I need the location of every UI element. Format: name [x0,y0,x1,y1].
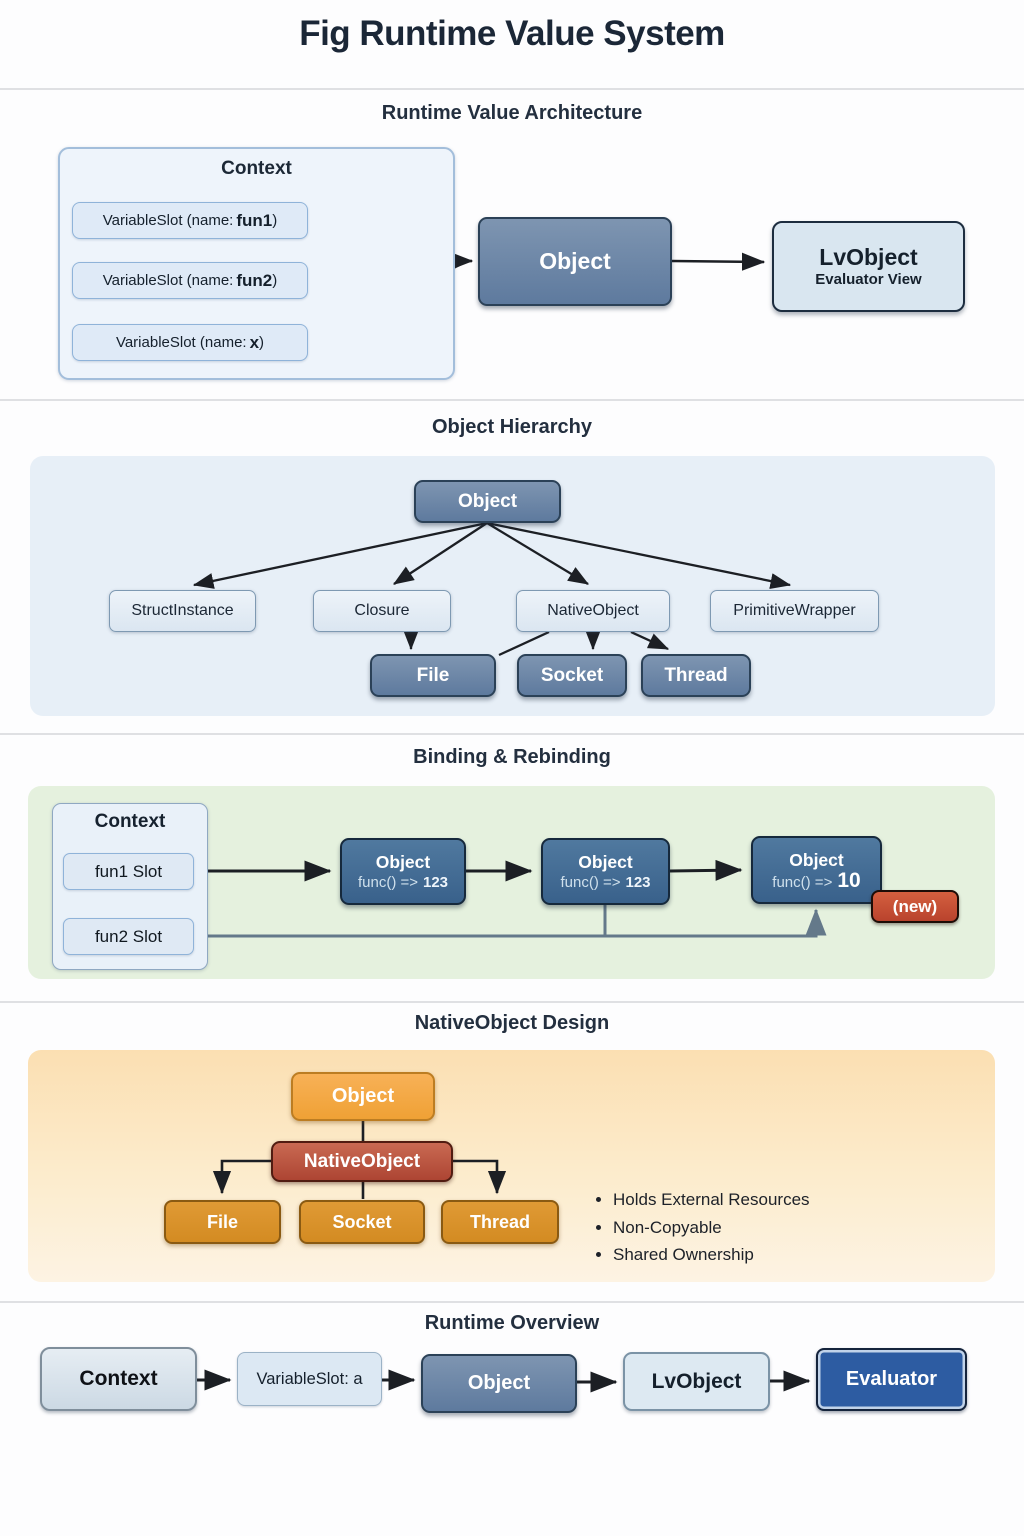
section-heading-overview: Runtime Overview [424,1312,600,1334]
native-design-nativeobject-box: NativeObject [271,1141,453,1182]
hier-leaf-thread: Thread [641,654,751,697]
section-divider [0,1301,1024,1303]
slot-text: VariableSlot (name: [102,212,234,229]
bind-object-title: Object [578,852,633,872]
arch-variableslot-fun2 [72,262,308,299]
native-design-bullet-list [595,1186,810,1269]
section-heading-hierarchy: Object Hierarchy [431,416,593,438]
new-badge: (new) [871,890,959,923]
bind-context-title: Context [94,811,166,832]
arch-variableslot-x [72,324,308,361]
slot-suffix: ) [259,334,265,351]
bind-object-3-new [751,836,882,904]
bind-object-1 [340,838,466,905]
slot-text: VariableSlot (name: [102,272,234,289]
hier-leaf-socket: Socket [517,654,627,697]
section-divider [0,733,1024,735]
native-design-socket-box: Socket [299,1200,425,1244]
slot-name: fun1 [236,210,273,230]
arch-object-box: Object [478,217,672,306]
section-divider [0,399,1024,401]
overview-node-variableslot: VariableSlot: a [237,1352,382,1406]
bind-slot-fun1: fun1 Slot [63,853,194,890]
section-heading-native-design: NativeObject Design [414,1012,610,1034]
bullet-item: • Holds External Resources [613,1186,810,1214]
native-design-object-box: Object [291,1072,435,1121]
native-design-panel [28,1050,995,1282]
bullet-item: • Non-Copyable [613,1214,810,1242]
bind-object-title: Object [375,852,431,872]
arch-lvobject-box [772,221,965,312]
lvobject-subtitle: Evaluator View [815,271,922,288]
native-design-thread-box: Thread [441,1200,559,1244]
native-design-file-box: File [164,1200,281,1244]
slot-text: VariableSlot (name: [115,334,247,351]
bind-object-title: Object [789,849,844,870]
bind-object-value: func() => 123 [357,874,449,891]
section-divider [0,88,1024,90]
section-heading-binding: Binding & Rebinding [413,746,611,768]
overview-node-evaluator: Evaluator [816,1348,967,1411]
slot-suffix: ) [272,212,278,229]
slot-name: fun2 [236,270,273,290]
overview-node-object: Object [421,1354,577,1413]
arch-context-title: Context [221,158,292,179]
section-divider [0,1001,1024,1003]
hier-child-primitivewrapper: PrimitiveWrapper [710,590,879,632]
lvobject-title: LvObject [819,244,918,270]
bind-object-value: func() => 123 [560,874,651,891]
hier-child-closure: Closure [313,590,451,632]
section-heading-architecture: Runtime Value Architecture [381,102,643,124]
slot-suffix: ) [272,272,278,289]
overview-node-lvobject: LvObject [623,1352,770,1411]
overview-node-context: Context [40,1347,197,1411]
hier-leaf-file: File [370,654,496,697]
page-title: Fig Runtime Value System [299,14,725,53]
bullet-item: • Shared Ownership [613,1241,810,1269]
slot-name: x [249,332,260,352]
bind-object-value: func() => 10 [772,868,861,892]
bind-slot-fun2: fun2 Slot [63,918,194,955]
hier-root-object-box: Object [414,480,561,523]
arch-variableslot-fun1 [72,202,308,239]
hier-child-nativeobject: NativeObject [516,590,670,632]
hier-child-structinstance: StructInstance [109,590,256,632]
bind-object-2 [541,838,670,905]
